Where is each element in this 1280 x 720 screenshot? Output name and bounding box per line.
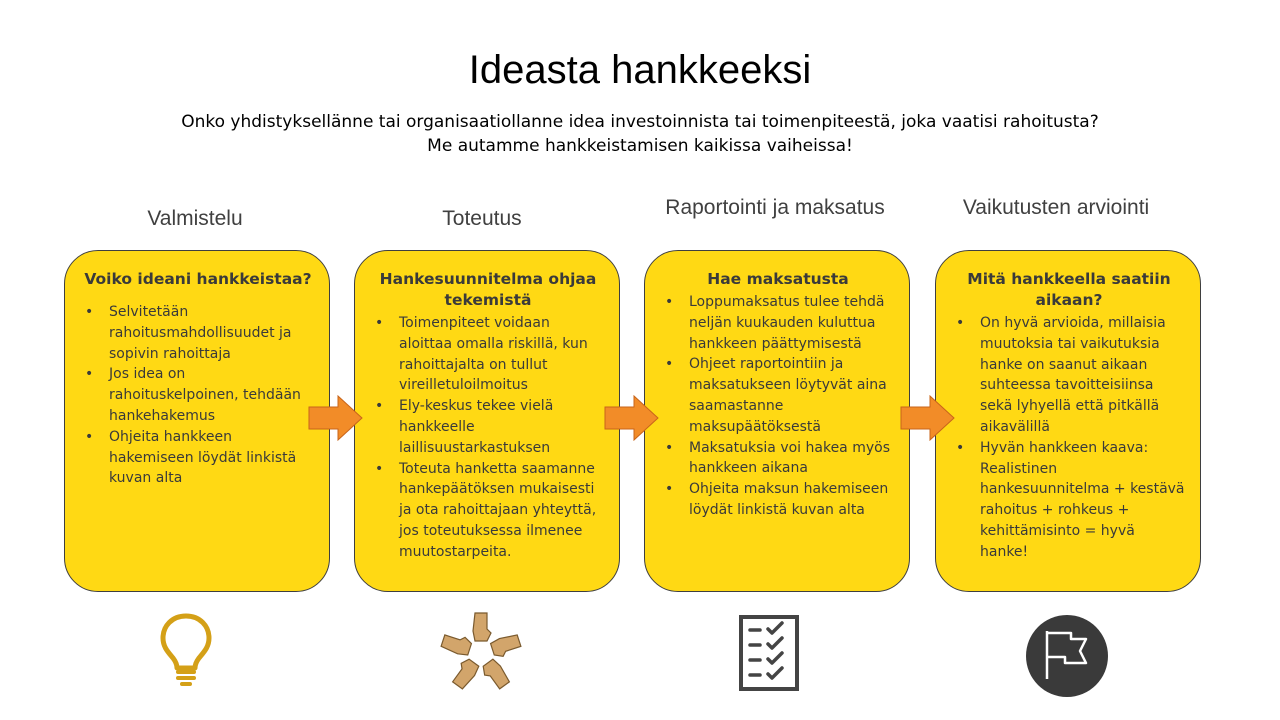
box-heading: Hankesuunnitelma ohjaa tekemistä: [379, 270, 597, 309]
slide-subtitle: [0, 110, 1280, 158]
stage-box-vaikutukset: [935, 250, 1201, 592]
list-item: • Ohjeita maksun hakemiseen löydät linkistä kuvan alta: [689, 479, 895, 521]
stage-box-toteutus: [354, 250, 620, 592]
list-item: • Maksatuksia voi hakea myös hankkeen aikana: [689, 438, 895, 480]
bullet-list: [371, 313, 605, 563]
stage-label-valmistelu: Valmistelu: [147, 207, 243, 230]
list-item: • Toimenpiteet voidaan aloittaa omalla riskillä, kun rahoittajalta on tullut vireilletuloilmoitus: [399, 313, 605, 396]
arrow-right-icon: [900, 395, 956, 441]
lightbulb-icon: [158, 612, 214, 688]
stage-label-toteutus: Toteutus: [442, 207, 522, 230]
bullet-list: [661, 292, 895, 521]
subtitle-line-2: Me autamme hankkeistamisen kaikissa vaiheissa!: [427, 136, 853, 156]
stage-box-valmistelu: [64, 250, 330, 592]
stage-label-vaikutukset: Vaikutusten arviointi: [962, 196, 1150, 219]
subtitle-line-1: Onko yhdistyksellänne tai organisaatiollanne idea investoinnista tai toimenpiteestä, joka vaatisi rahoitusta?: [181, 112, 1099, 132]
list-item: • Loppumaksatus tulee tehdä neljän kuukauden kuluttua hankkeen päättymisestä: [689, 292, 895, 354]
bullet-list: [81, 302, 315, 489]
bullet-list: [952, 313, 1186, 563]
checklist-icon: [738, 614, 800, 692]
slide-title: Ideasta hankkeeksi: [468, 48, 812, 92]
box-heading: Mitä hankkeella saatiin aikaan?: [967, 270, 1171, 309]
list-item: • On hyvä arvioida, millaisia muutoksia tai vaikutuksia hanke on saanut aikaan suhteessa tavoitteisiinsa sekä lyhyellä että pitkällä aikavälillä: [980, 313, 1186, 438]
list-item: • Toteuta hanketta saamanne hankepäätöksen mukaisesti ja ota rahoittajaan yhteyttä, jos toteutuksessa ilmenee muutostarpeita.: [399, 459, 605, 563]
finish-flag-icon: [1024, 613, 1110, 699]
list-item: • Hyvän hankkeen kaava: Realistinen hankesuunnitelma + kestävä rahoitus + rohkeus + kehittämisinto = hyvä hanke!: [980, 438, 1186, 563]
arrow-right-icon: [604, 395, 660, 441]
list-item: • Ohjeita hankkeen hakemiseen löydät linkistä kuvan alta: [109, 427, 315, 489]
stage-label-raportointi: Raportointi ja maksatus: [665, 196, 885, 219]
list-item: • Ohjeet raportointiin ja maksatukseen löytyvät aina saamastanne maksupäätöksestä: [689, 354, 895, 437]
arrow-right-icon: [308, 395, 364, 441]
box-heading: Voiko ideani hankkeistaa?: [84, 270, 312, 288]
list-item: • Jos idea on rahoituskelpoinen, tehdään hankehakemus: [109, 364, 315, 426]
joined-hands-icon: [434, 609, 528, 697]
list-item: • Selvitetään rahoitusmahdollisuudet ja sopivin rahoittaja: [109, 302, 315, 364]
box-heading: Hae maksatusta: [707, 270, 849, 288]
list-item: • Ely-keskus tekee vielä hankkeelle laillisuustarkastuksen: [399, 396, 605, 458]
stage-box-raportointi: [644, 250, 910, 592]
